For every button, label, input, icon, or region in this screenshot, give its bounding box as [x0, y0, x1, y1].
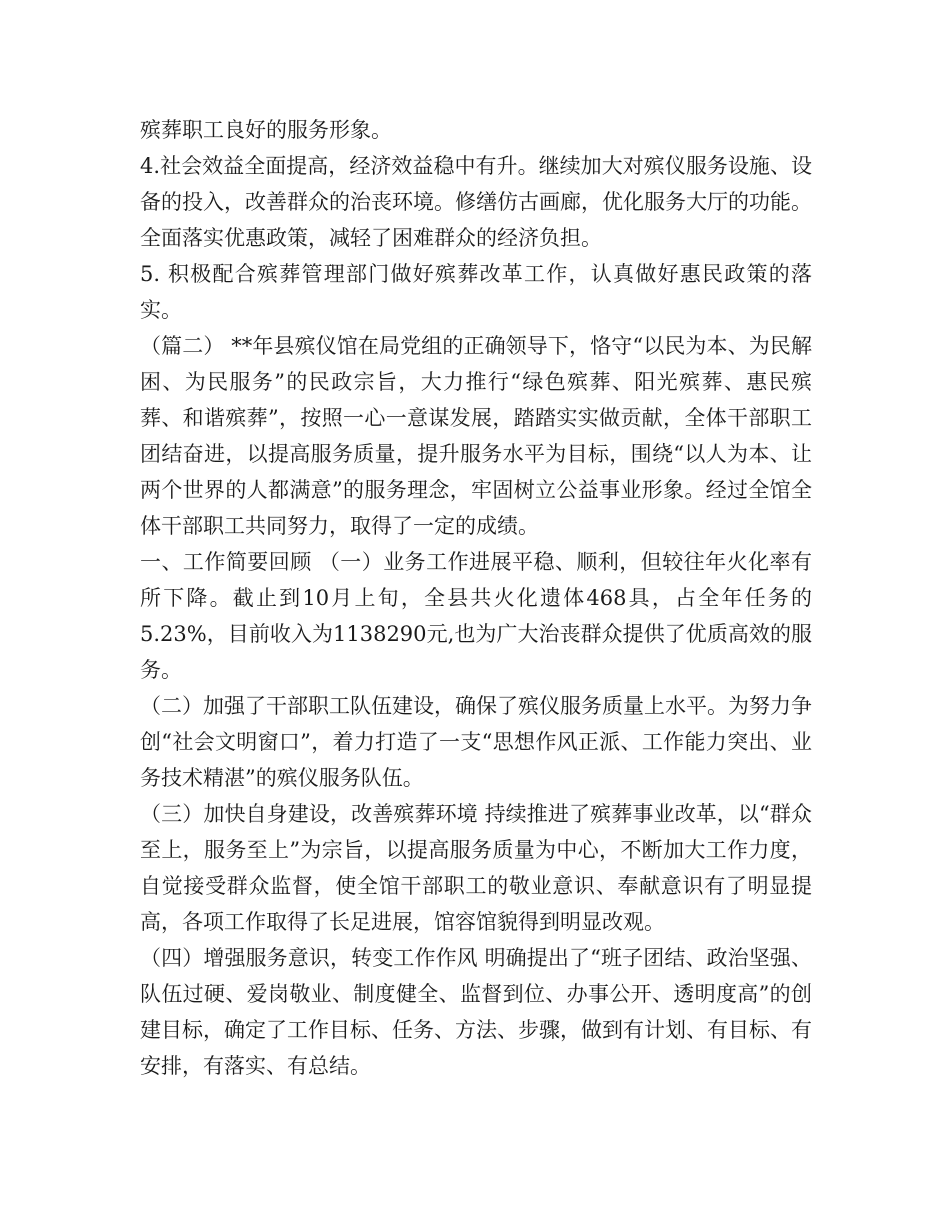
- document-body: [140, 112, 812, 1084]
- paragraph-service-image: 殡葬职工良好的服务形象。: [140, 118, 392, 142]
- paragraph-part-two-intro: （篇二） **年县殡仪馆在局党组的正确领导下，恪守“以民为本、为民解困、为民服务”的民政宗旨，大力推行“绿色殡葬、阳光殡葬、惠民殡葬、和谐殡葬”，按照一心一意谋发展，踏踏实实做贡献，全体干部职工团结奋进，以提高服务质量，提升服务水平为目标，围绕“以人为本、让两个世界的人都满意”的服务理念，牢固树立公益事业形象。经过全馆全体干部职工共同努力，取得了一定的成绩。: [140, 334, 812, 538]
- paragraph-item-4: 4.社会效益全面提高，经济效益稳中有升。继续加大对殡仪服务设施、设备的投入，改善群众的治丧环境。修缮仿古画廊，优化服务大厅的功能。全面落实优惠政策，减轻了困难群众的经济负担。: [140, 154, 812, 250]
- paragraph-subsection-2: （二）加强了干部职工队伍建设，确保了殡仪服务质量上水平。为努力争创“社会文明窗口”，着力打造了一支“思想作风正派、工作能力突出、业务技术精湛”的殡仪服务队伍。: [140, 694, 812, 790]
- paragraph-item-5: 5. 积极配合殡葬管理部门做好殡葬改革工作，认真做好惠民政策的落实。: [140, 262, 812, 322]
- paragraph-subsection-4: （四）增强服务意识，转变工作作风 明确提出了“班子团结、政治坚强、队伍过硬、爱岗敬业、制度健全、监督到位、办事公开、透明度高”的创建目标，确定了工作目标、任务、方法、步骤，做到有计划、有目标、有安排，有落实、有总结。: [140, 946, 812, 1078]
- paragraph-subsection-3: （三）加快自身建设，改善殡葬环境 持续推进了殡葬事业改革，以“群众至上，服务至上”为宗旨，以提高服务质量为中心，不断加大工作力度，自觉接受群众监督，使全馆干部职工的敬业意识、奉献意识有了明显提高，各项工作取得了长足进展，馆容馆貌得到明显改观。: [140, 802, 812, 934]
- paragraph-section-1-work-review: 一、工作简要回顾 （一）业务工作进展平稳、顺利，但较往年火化率有所下降。截止到10月上旬，全县共火化遗体468具，占全年任务的5.23%，目前收入为1138290元,也为广大治丧群众提供了优质高效的服务。: [140, 550, 812, 682]
